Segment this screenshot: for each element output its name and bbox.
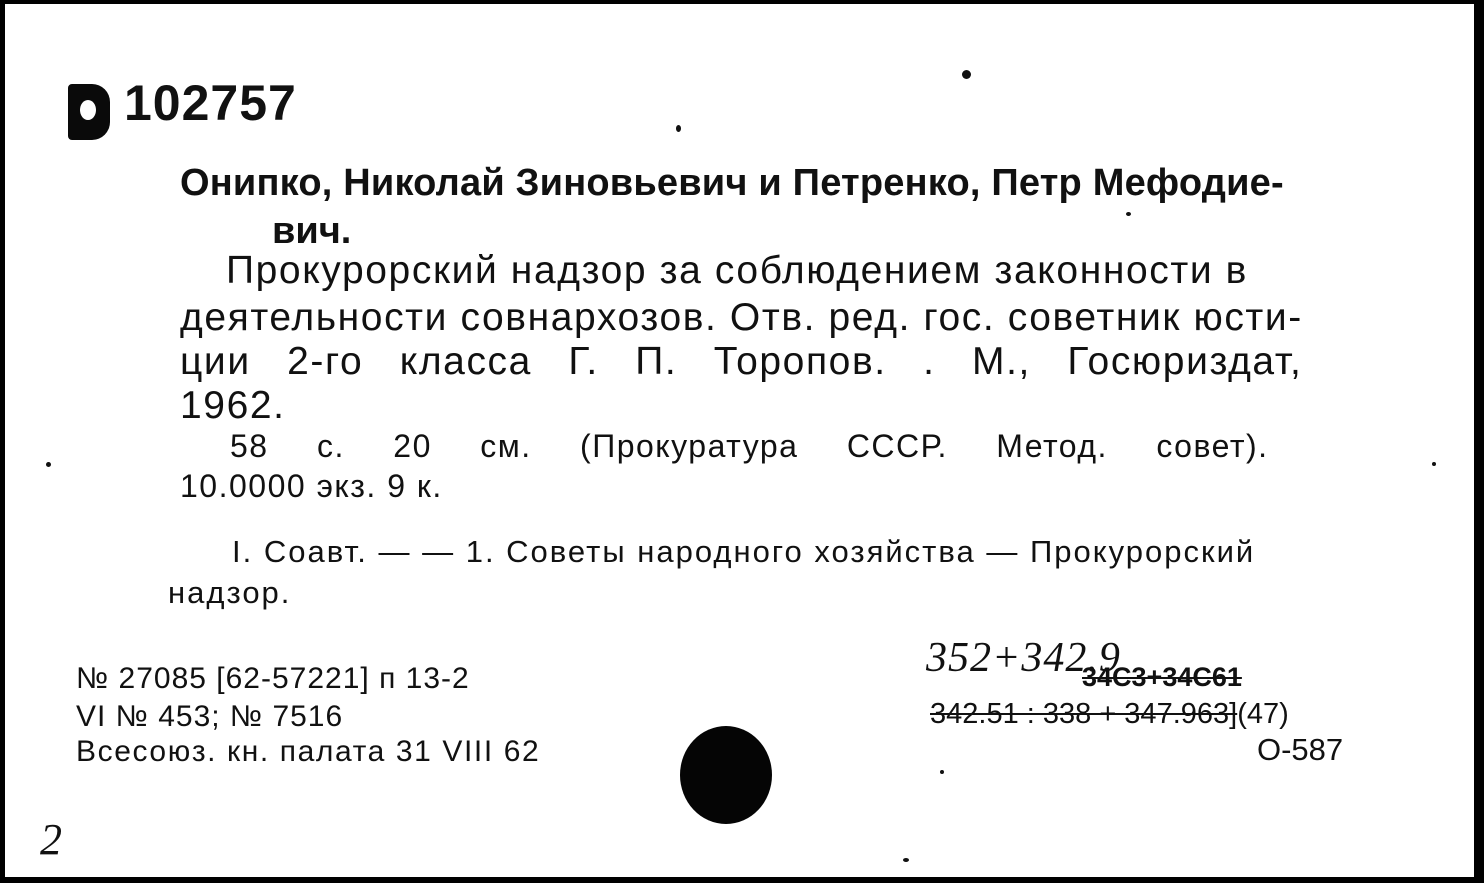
punch-hole: [680, 726, 772, 824]
stamp-mark-icon: [68, 84, 110, 140]
title-line: 1962.: [180, 384, 286, 427]
classification-line-2: [930, 698, 1289, 731]
subject-headings-line: I. Соавт. — — 1. Советы народного хозяйства — Прокурорский: [232, 534, 1256, 569]
collation-line: 58 с. 20 см. (Прокуратура СССР. Метод. совет).: [230, 428, 1269, 464]
title-line: ции 2-го класса Г. П. Торопов. . М., Госюриздат,: [180, 340, 1303, 383]
speck: [903, 858, 909, 862]
handwritten-mark: 2: [40, 815, 62, 864]
author-heading-continued: вич.: [272, 210, 352, 252]
stamp-number: 102757: [124, 75, 297, 131]
region-code: (47): [1237, 698, 1289, 730]
collation-line: 10.0000 экз. 9 к.: [180, 468, 443, 504]
registry-line: Всесоюз. кн. палата 31 VIII 62: [76, 735, 541, 768]
registry-line: VI № 453; № 7516: [76, 700, 344, 733]
speck: [962, 70, 971, 79]
speck: [940, 770, 944, 774]
struck-classification: 34С3+34С61: [1082, 662, 1242, 692]
card-border-right: [1474, 0, 1484, 883]
speck: [676, 125, 681, 132]
speck: [46, 462, 51, 467]
card-border-bottom: [0, 877, 1484, 883]
card-border-top: [0, 0, 1484, 4]
subject-headings-line: надзор.: [168, 575, 292, 610]
title-line: деятельности совнархозов. Отв. ред. гос. советник юсти-: [180, 296, 1303, 339]
card-border-left: [0, 0, 5, 883]
struck-classification-2: 342.51 : 338 + 347.963]: [930, 698, 1238, 730]
handwritten-classification: 352+342.9: [926, 635, 1121, 681]
title-line: Прокурорский надзор за соблюдением законности в: [226, 249, 1248, 292]
author-sign: О-587: [1257, 732, 1344, 767]
registry-line: № 27085 [62-57221] п 13-2: [76, 662, 470, 695]
speck: [1432, 462, 1436, 466]
speck: [1126, 212, 1131, 216]
author-heading: Онипко, Николай Зиновьевич и Петренко, Петр Мефодие-: [180, 162, 1284, 204]
